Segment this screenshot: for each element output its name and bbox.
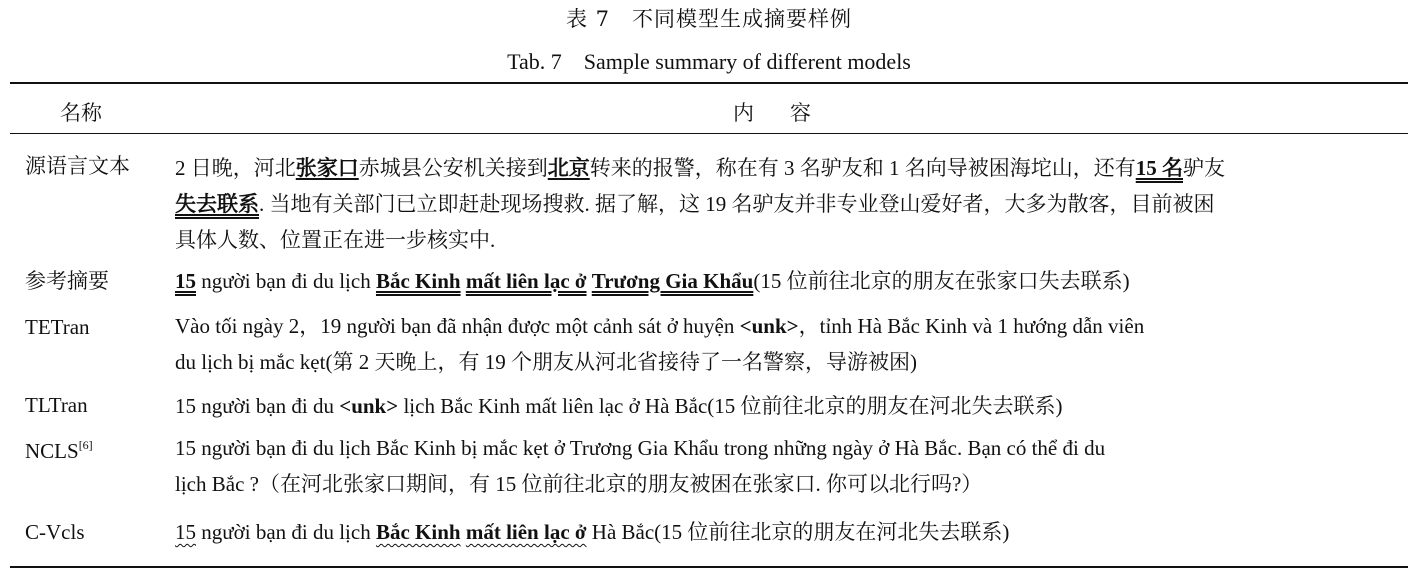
source-line-3: 具体人数、位置正在进一步核实中. <box>175 228 496 252</box>
row-content-source <box>175 150 1400 258</box>
row-label-tetran: TETran <box>25 315 90 339</box>
row-label-tltran: TLTran <box>25 393 88 417</box>
row-content-tetran <box>175 308 1400 380</box>
row-label-ncls <box>25 438 93 464</box>
source-line-2 <box>175 186 1400 222</box>
highlight-lost-contact: mất liên lạc ở <box>465 269 587 293</box>
row-label-cvcls: C-Vcls <box>25 520 85 544</box>
row-label-reference: 参考摘要 <box>25 269 109 293</box>
highlight-lost-contact: mất liên lạc ở <box>465 520 587 544</box>
label-text: NCLS <box>25 439 79 463</box>
text: Vào tối ngày 2，19 người bạn đã nhận được một cảnh sát ở huyện <box>175 314 740 338</box>
unk-token: <unk> <box>339 394 399 418</box>
text: lịch Bắc ?（在河北张家口期间，有 15 位前往北京的朋友被困在张家口. 你可以北行吗?） <box>175 472 983 496</box>
top-rule <box>10 82 1408 84</box>
text: ，tỉnh Hà Bắc Kinh và 1 hướng dẫn viên <box>798 314 1145 338</box>
text: 驴友 <box>1183 156 1225 180</box>
highlight-lost-contact: 失去联系 <box>175 192 259 216</box>
citation-ref: [6] <box>78 438 93 452</box>
text: người bạn đi du lịch <box>196 520 376 544</box>
text: . 当地有关部门已立即赶赴现场搜救. 据了解，这 19 名驴友并非专业登山爱好者，大多为散客，目前被困 <box>259 192 1215 216</box>
text: 15 người bạn đi du lịch Bắc Kinh bị mắc kẹt ở Trương Gia Khẩu trong những ngày ở Hà Bắc. Bạn có thể đi du <box>175 436 1106 460</box>
unk-token: <unk> <box>739 314 799 338</box>
table-caption-en: Tab. 7 Sample summary of different models <box>507 49 911 74</box>
text: lịch Bắc Kinh mất liên lạc ở Hà Bắc(15 位前往北京的朋友在河北失去联系) <box>398 394 1063 418</box>
highlight-place-zhangjiakou: Trương Gia Khẩu <box>591 269 754 293</box>
text: 2 日晚，河北 <box>175 156 296 180</box>
bottom-rule <box>10 566 1408 568</box>
source-line-1 <box>175 150 1400 186</box>
text: người bạn đi du lịch <box>196 269 376 293</box>
highlight-place-beijing: 北京 <box>547 156 590 180</box>
row-content-ncls <box>175 430 1400 502</box>
row-label-source: 源语言文本 <box>25 154 130 178</box>
highlight-place-beijing: Bắc Kinh <box>375 269 461 293</box>
table-caption-zh: 表 7 不同模型生成摘要样例 <box>565 7 853 31</box>
text: 15 người bạn đi du <box>175 394 340 418</box>
highlight-place-beijing: Bắc Kinh <box>375 520 461 544</box>
highlight-count: 15 <box>175 520 196 544</box>
text: 转来的报警，称在有 3 名驴友和 1 名向导被困海坨山，还有 <box>589 156 1136 180</box>
row-content-cvcls <box>175 514 1400 550</box>
row-content-reference <box>175 263 1400 299</box>
header-rule <box>10 133 1408 134</box>
highlight-count: 15 <box>175 269 196 293</box>
row-content-tltran <box>175 388 1400 424</box>
highlight-count: 15 名 <box>1135 156 1183 180</box>
text: 赤城县公安机关接到 <box>358 156 548 180</box>
text: (15 位前往北京的朋友在张家口失去联系) <box>753 269 1130 293</box>
column-header-name: 名称 <box>60 101 102 125</box>
highlight-place-zhangjiakou: 张家口 <box>295 156 359 180</box>
text: Hà Bắc(15 位前往北京的朋友在河北失去联系) <box>586 520 1010 544</box>
text: du lịch bị mắc kẹt(第 2 天晚上，有 19 个朋友从河北省接待了一名警察，导游被困) <box>175 350 917 374</box>
column-header-content: 内容 <box>733 101 847 125</box>
